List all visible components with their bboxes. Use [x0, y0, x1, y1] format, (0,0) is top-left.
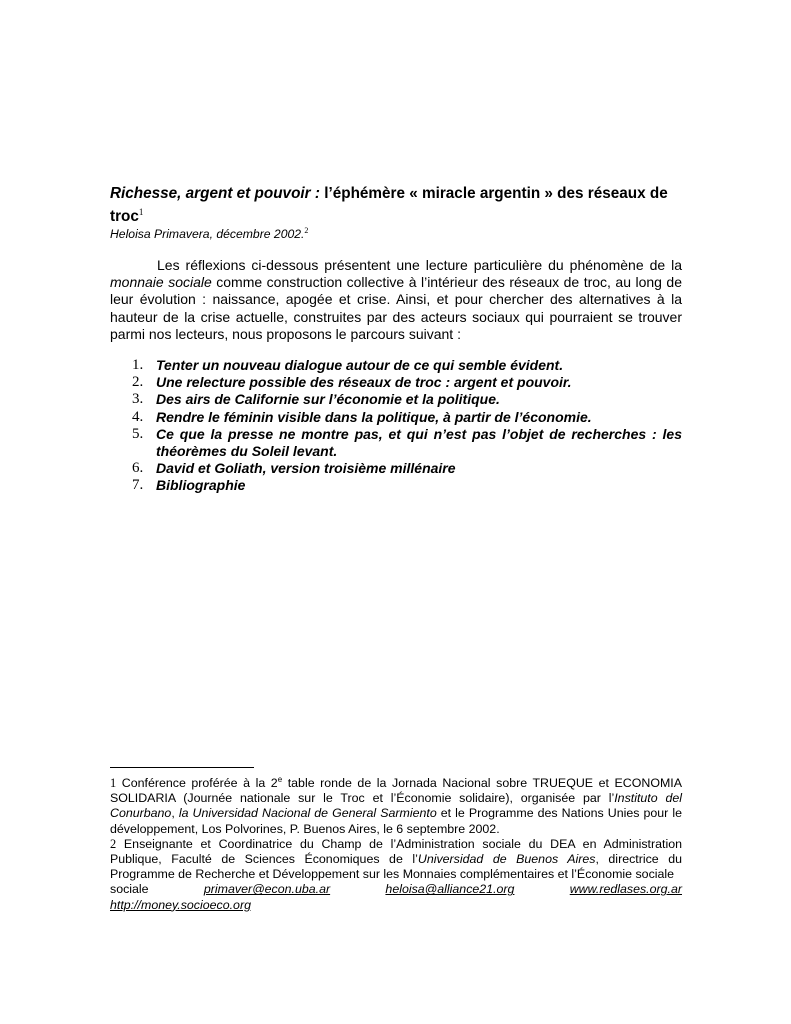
toc-item: [110, 477, 682, 494]
toc-item: [110, 426, 682, 460]
table-of-contents: [110, 357, 682, 495]
toc-item-text: David et Goliath, version troisième millénaire: [156, 460, 456, 477]
toc-item: [110, 357, 682, 374]
footnote-text: ,: [171, 806, 179, 821]
toc-item-number: 2.: [132, 374, 144, 391]
footnote-1: [110, 772, 682, 837]
footnote-text: sociale: [110, 882, 149, 897]
footnote-2: [110, 837, 682, 883]
toc-item-number: 3.: [132, 391, 144, 408]
toc-item-number: 5.: [132, 425, 144, 442]
footnote-institution: Universidad de Buenos Aires: [417, 852, 596, 867]
footnote-institution: la Universidad Nacional de General Sarmiento: [178, 806, 437, 821]
footnote-links-row-2: [110, 898, 682, 913]
intro-part-2: comme construction collective à l’intérieur des réseaux de troc, au long de leur évolution : naissance, apogée et crise. Ainsi, et pour chercher des alternatives à la hauteur de la crise actuelle, construites par des acteurs sociaux qui pourraient se trouver parmi nos lecteurs, nous proposons le parcours suivant :: [110, 274, 683, 342]
web-link-redlases[interactable]: www.redlases.org.ar: [569, 882, 682, 897]
toc-item-text: Des airs de Californie sur l’économie et la politique.: [156, 391, 500, 408]
toc-item: [110, 460, 682, 477]
intro-part-1: Les réflexions ci-dessous présentent une lecture particulière du phénomène de la: [157, 257, 682, 273]
footnote-institution: Instituto del Conurbano: [110, 791, 682, 821]
toc-item-number: 6.: [132, 460, 144, 477]
article-title: [110, 184, 682, 226]
footnote-text: et le Programme des Nations Unies pour le développement, Los Polvorines, P. Buenos Aires, le 6 septembre 2002.: [110, 806, 682, 836]
footnote-ref-1[interactable]: 1: [138, 207, 144, 217]
footnote-ref-2[interactable]: 2: [304, 226, 309, 235]
toc-item: [110, 391, 682, 408]
footnote-text: Conférence proférée à la 2: [116, 776, 278, 790]
footnote-links-row: [110, 882, 682, 897]
toc-item-text: Bibliographie: [156, 477, 246, 494]
footnote-text: table ronde de la Jornada Nacional sobre TRUEQUE et ECONOMIA SOLIDARIA (Journée nationale sur le Troc et l’Économie solidaire), organisée par l’: [110, 776, 682, 806]
title-main-part: l’éphémère « miracle argentin » des réseaux de troc: [110, 185, 668, 225]
ordinal-superscript: e: [277, 775, 283, 784]
author-line: [110, 223, 308, 242]
footnote-text: , directrice du Programme de Recherche et Développement sur les Monnaies complémentaires et l’Économie sociale: [110, 852, 682, 882]
toc-item-text: Tenter un nouveau dialogue autour de ce qui semble évident.: [156, 357, 564, 373]
link-with-trail: [570, 882, 682, 897]
toc-item: [110, 409, 682, 426]
footnotes: [110, 772, 682, 913]
footnote-text: Enseignante et Coordinatrice du Champ de l’Administration sociale du DEA en Administration Publique, Faculté de Sciences Économiques de l’: [110, 836, 682, 867]
email-link-primaver[interactable]: primaver@econ.uba.ar: [203, 882, 331, 897]
footnote-number: 1: [110, 776, 117, 790]
author-text: Heloisa Primavera, décembre 2002.: [110, 227, 305, 241]
toc-item-text: Rendre le féminin visible dans la politique, à partir de l’économie.: [156, 408, 592, 425]
toc-item-text: Ce que la presse ne montre pas, et qui n’est pas l’objet de recherches : les théorèmes du Soleil levant.: [156, 425, 682, 460]
toc-item-number: 4.: [132, 408, 144, 425]
toc-item: [110, 374, 682, 391]
toc-item-number: 1.: [132, 357, 144, 373]
web-link-socioeco[interactable]: http://money.socioeco.org: [110, 897, 251, 912]
toc-item-text: Une relecture possible des réseaux de troc : argent et pouvoir.: [156, 374, 572, 391]
intro-paragraph: [110, 257, 682, 343]
email-link-heloisa[interactable]: heloisa@alliance21.org: [385, 882, 515, 897]
toc-item-number: 7.: [132, 477, 144, 494]
footnote-number: 2: [110, 836, 117, 851]
title-italic-part: Richesse, argent et pouvoir :: [110, 185, 320, 202]
footnote-separator: [110, 767, 254, 768]
intro-italic: monnaie sociale: [110, 274, 212, 291]
